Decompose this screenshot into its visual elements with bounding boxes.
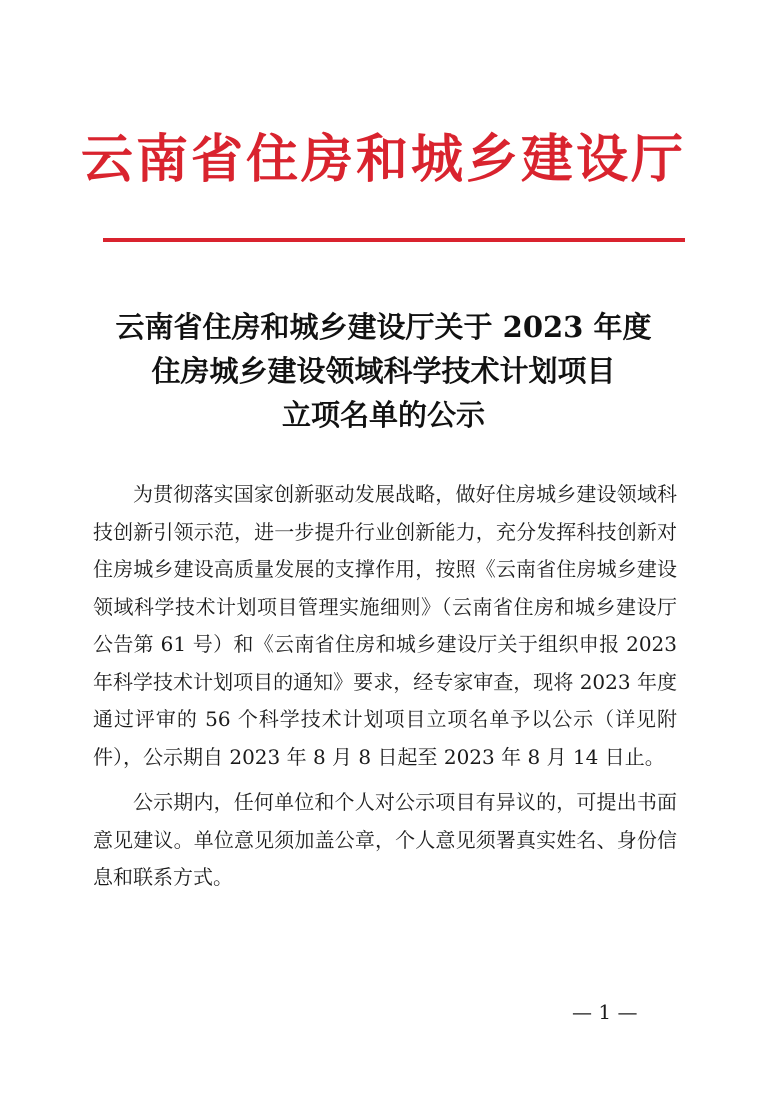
document-body <box>93 476 677 897</box>
agency-header: 云南省住房和城乡建设厅 <box>80 129 686 190</box>
page-number: — 1 — <box>572 1000 638 1024</box>
title-line-1: 云南省住房和城乡建设厅关于 2023 年度 <box>115 310 652 344</box>
title-line-3: 立项名单的公示 <box>281 398 485 432</box>
title-line-2: 住房城乡建设领域科学技术计划项目 <box>151 354 616 388</box>
header-red-rule <box>103 238 685 242</box>
body-paragraph-2: 公示期内，任何单位和个人对公示项目有异议的，可提出书面意见建议。单位意见须加盖公章，个人意见须署真实姓名、身份信息和联系方式。 <box>93 790 677 889</box>
document-title <box>0 305 767 437</box>
body-paragraph-1: 为贯彻落实国家创新驱动发展战略，做好住房城乡建设领域科技创新引领示范，进一步提升行业创新能力，充分发挥科技创新对住房城乡建设高质量发展的支撑作用，按照《云南省住房城乡建设领域科学技术计划项目管理实施细则》（云南省住房和城乡建设厅公告第 61 号）和《云南省住房和城乡建设厅关于组织申报 2023 年科学技术计划项目的通知》要求，经专家审查，现将 2023 年度通过评审的 56 个科学技术计划项目立项名单予以公示（详见附件），公示期自 2023 年 8 月 8 日起至 2023 年 8 月 14 日止。 <box>93 482 677 769</box>
